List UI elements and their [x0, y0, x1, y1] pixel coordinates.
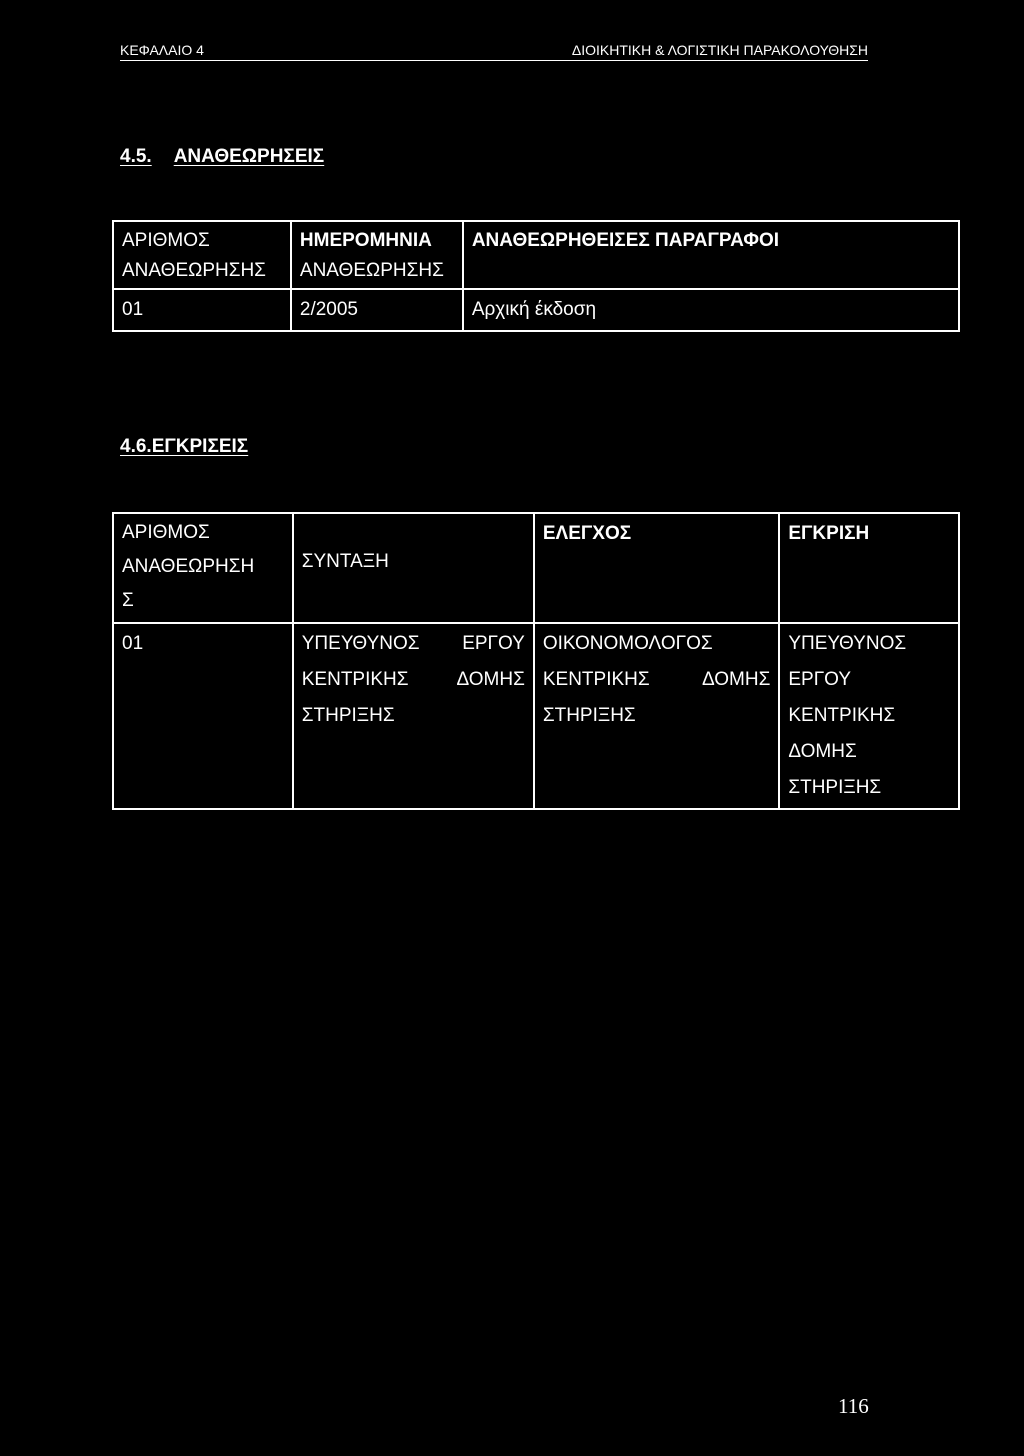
- approvals-heading: 4.6.ΕΓΚΡΙΣΕΙΣ: [120, 436, 249, 457]
- revisions-table: [112, 220, 960, 332]
- revisions-heading-number: 4.5.: [120, 146, 152, 167]
- revised-paragraphs-header: ΑΝΑΘΕΩΡΗΘΕΙΣΕΣ ΠΑΡΑΓΡΑΦΟΙ: [463, 221, 959, 289]
- approval-revision-number-header: ΑΡΙΘΜΟΣ ΑΝΑΘΕΩΡΗΣΗ Σ: [113, 513, 293, 623]
- header-section-title: ΔΙΟΙΚΗΤΙΚΗ & ΛΟΓΙΣΤΙΚΗ ΠΑΡΑΚΟΛΟΥΘΗΣΗ: [571, 42, 868, 58]
- revision-date-cell: 2/2005: [291, 289, 463, 331]
- drafting-header: ΣΥΝΤΑΞΗ: [293, 513, 534, 623]
- approval-header: ΕΓΚΡΙΣΗ: [779, 513, 959, 623]
- page-number: 116: [838, 1394, 869, 1418]
- drafting-cell: ΥΠΕΥΘΥΝΟΣ ΕΡΓΟΥ ΚΕΝΤΡΙΚΗΣ ΔΟΜΗΣ ΣΤΗΡΙΞΗΣ: [293, 623, 534, 809]
- chapter-label: ΚΕΦΑΛΑΙΟ 4: [120, 42, 204, 58]
- approvals-header-row: [113, 513, 959, 623]
- revised-paragraphs-cell: Αρχική έκδοση: [463, 289, 959, 331]
- table-row: [113, 623, 959, 809]
- revisions-heading-title: ΑΝΑΘΕΩΡΗΣΕΙΣ: [173, 146, 325, 167]
- review-header: ΕΛΕΓΧΟΣ: [534, 513, 780, 623]
- review-cell: ΟΙΚΟΝΟΜΟΛΟΓΟΣ ΚΕΝΤΡΙΚΗΣ ΔΟΜΗΣ ΣΤΗΡΙΞΗΣ: [534, 623, 780, 809]
- approvals-table: [112, 512, 960, 810]
- page-header: [120, 42, 868, 61]
- approval-revision-number-cell: 01: [113, 623, 293, 809]
- approval-cell: ΥΠΕΥΘΥΝΟΣ ΕΡΓΟΥ ΚΕΝΤΡΙΚΗΣ ΔΟΜΗΣ ΣΤΗΡΙΞΗΣ: [779, 623, 959, 809]
- revision-number-header: ΑΡΙΘΜΟΣ ΑΝΑΘΕΩΡΗΣΗΣ: [113, 221, 291, 289]
- revision-date-header: ΗΜΕΡΟΜΗΝΙΑ ΑΝΑΘΕΩΡΗΣΗΣ: [291, 221, 463, 289]
- table-row: [113, 289, 959, 331]
- revisions-heading: [120, 146, 324, 168]
- revisions-header-row: [113, 221, 959, 289]
- revision-number-cell: 01: [113, 289, 291, 331]
